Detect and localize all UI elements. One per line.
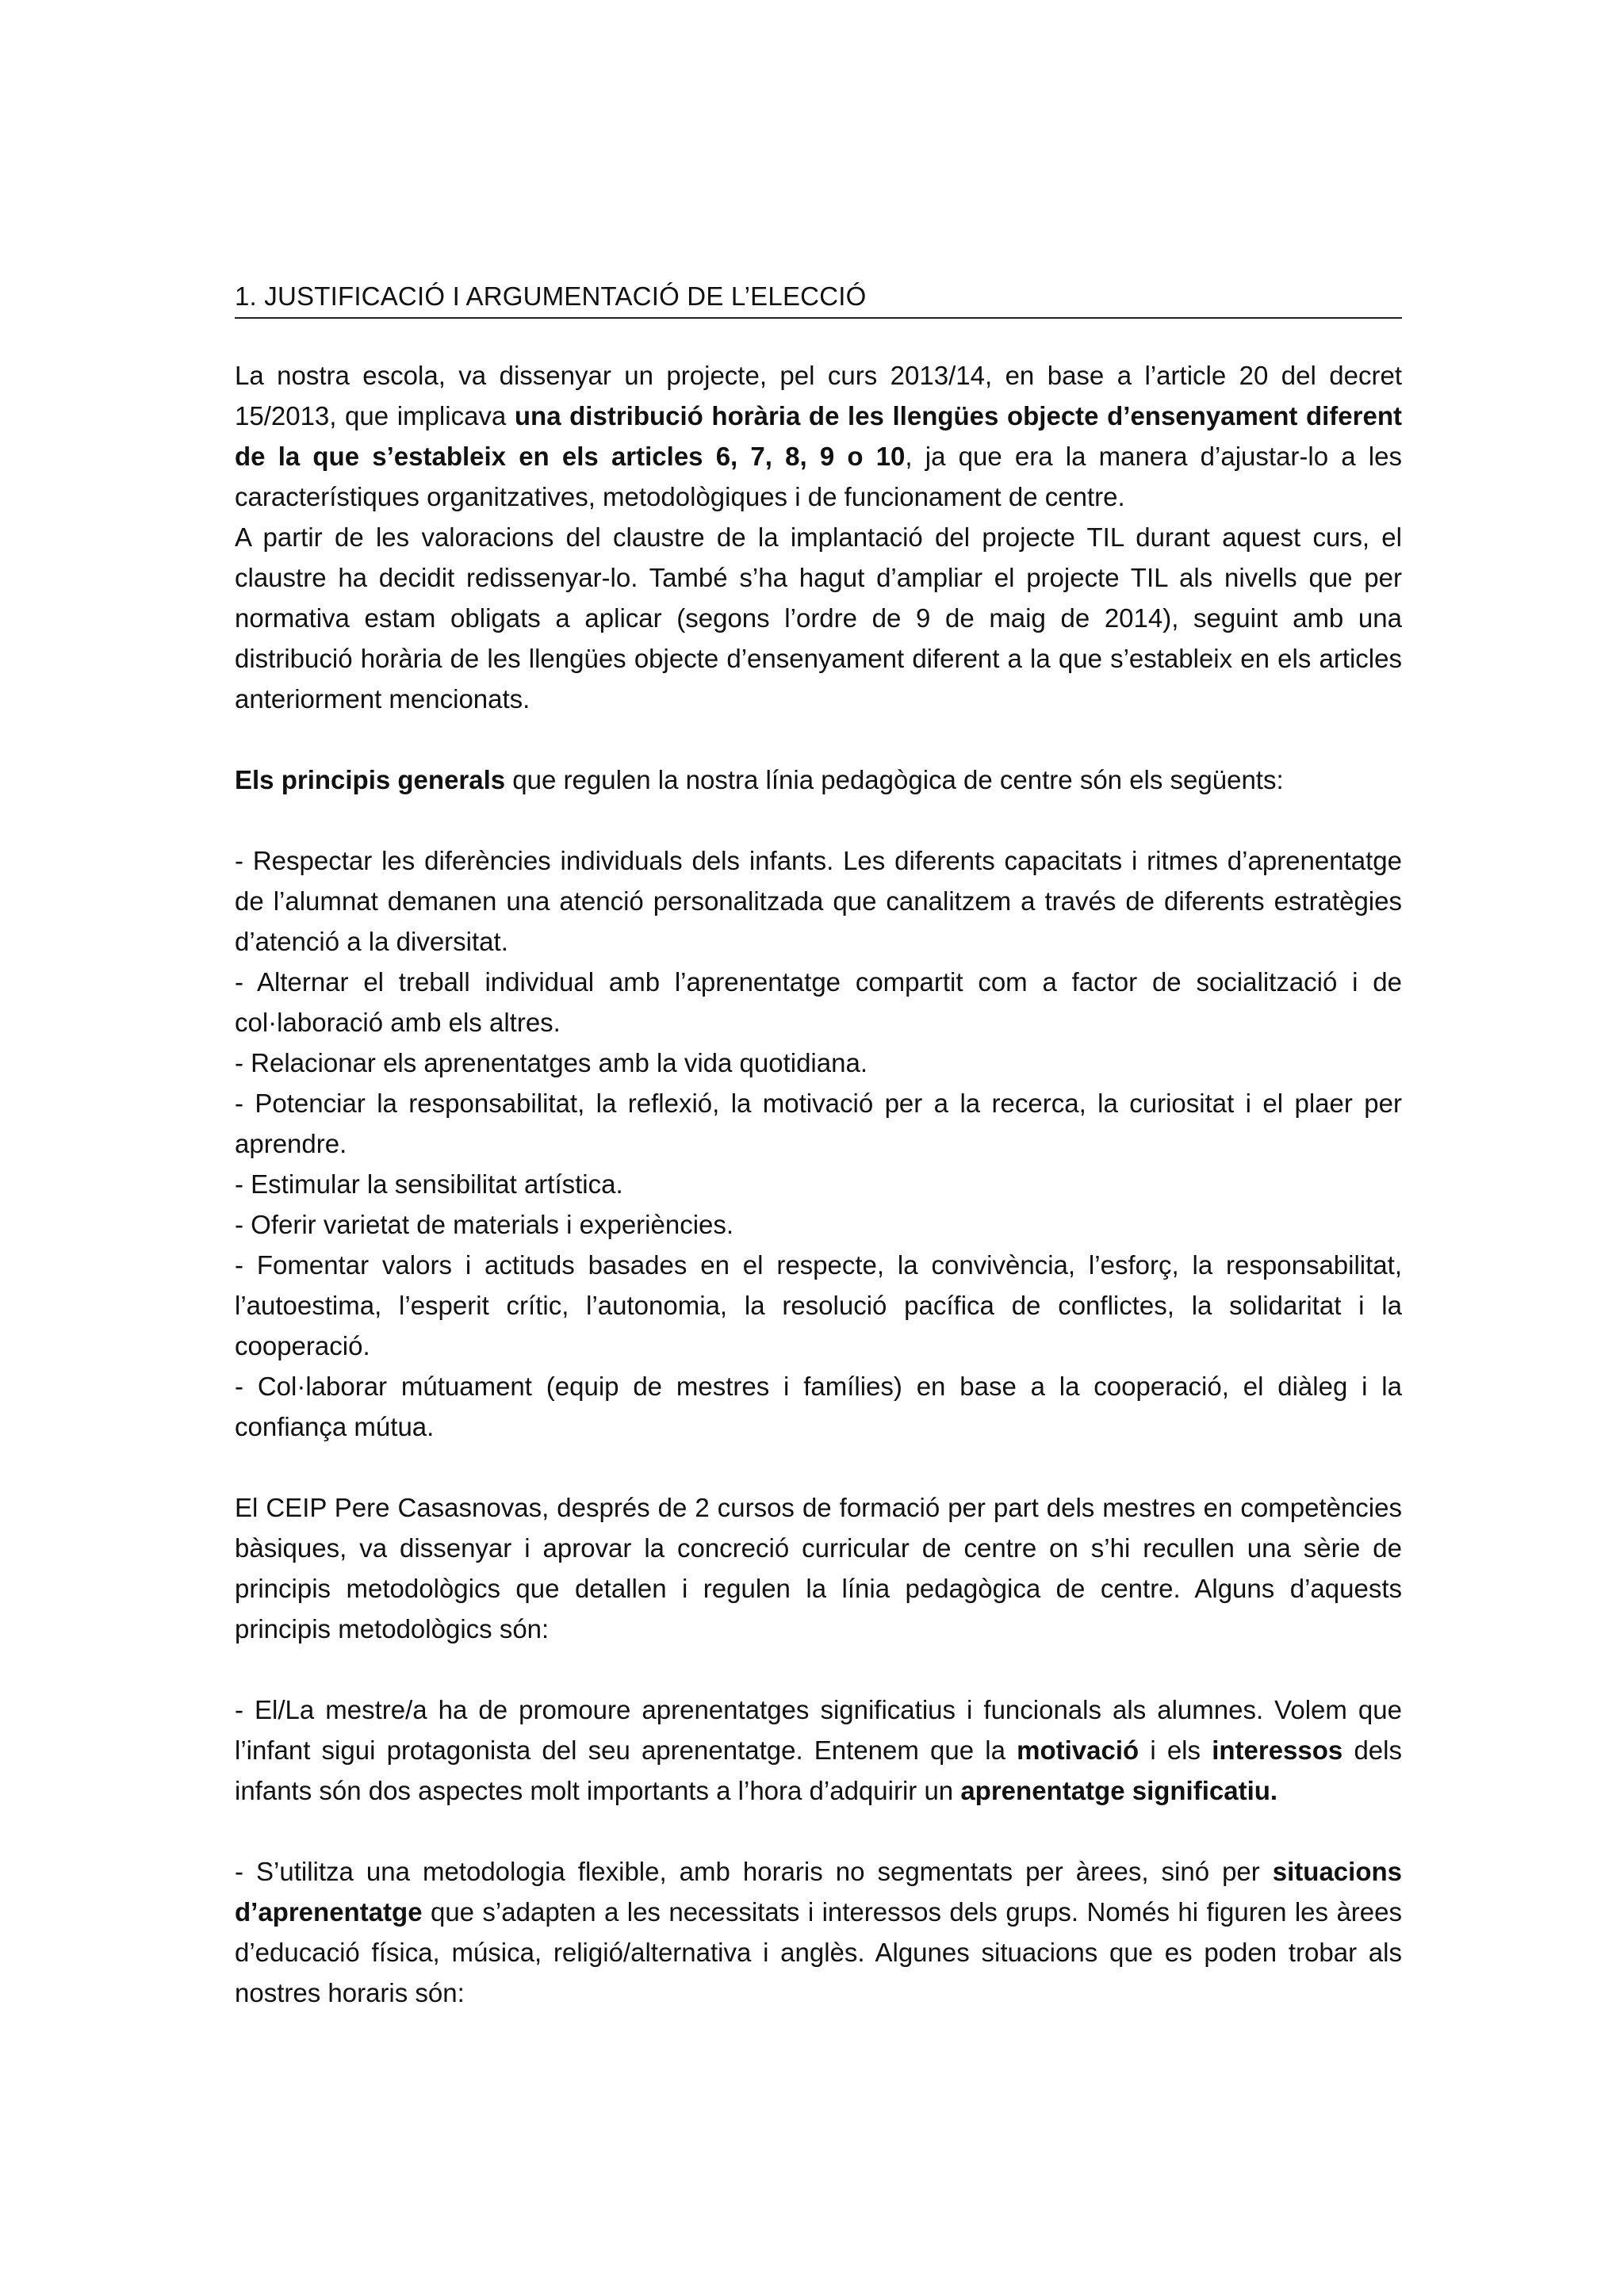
text-run: que s’adapten a les necessitats i interessos dels grups. Només hi figuren les àrees d’educació física, música, religió/alternativa i anglès. Algunes situacions que es poden trobar als nostres horaris són: [235,1897,1402,2007]
spacer [235,1447,1402,1487]
bold-run: Els principis generals [235,765,506,794]
list-item: - Alternar el treball individual amb l’aprenentatge compartit com a factor de socialització i de col·laboració amb els altres. [235,967,1402,1037]
spacer [235,1811,1402,1851]
text-run: i els [1139,1735,1212,1765]
principles-list [235,840,1402,1447]
bold-run: situacions d’aprenentatge [235,1857,1402,1927]
list-item: - Relacionar els aprenentatges amb la vida quotidiana. [235,1048,868,1077]
text-run: - S’utilitza una metodologia flexible, amb horaris no segmentats per àrees, sinó per [235,1857,1273,1886]
list-item: - Respectar les diferències individuals dels infants. Les diferents capacitats i ritmes d’aprenentatge de l’alumnat demanen una atenció personalitzada que canalitzem a través de diferents estratègies d’atenció a la diversitat. [235,846,1402,956]
spacer [235,800,1402,840]
bold-run: motivació [1017,1735,1139,1765]
paragraph-principles-intro [235,760,1402,800]
bold-run: una distribució horària de les llengües objecte d’ensenyament diferent de la que s’estableix en els articles 6, 7, 8, 9 o 10 [235,401,1402,471]
list-item: - Fomentar valors i actituds basades en el respecte, la convivència, l’esforç, la responsabilitat, l’autoestima, l’esperit crític, l’autonomia, la resolució pacífica de conflictes, la solidaritat i la cooperació. [235,1250,1402,1360]
bold-run: aprenentatge significatiu. [960,1776,1278,1805]
paragraph-til-redesign: A partir de les valoracions del claustre de la implantació del projecte TIL durant aquest curs, el claustre ha decidit redissenyar-lo. També s’ha hagut d’ampliar el projecte TIL als nivells que per normativa estam obligats a aplicar (segons l’ordre de 9 de maig de 2014), seguint amb una distribució horària de les llengües objecte d’ensenyament diferent a la que s’estableix en els articles anteriorment mencionats. [235,522,1402,714]
text-run: La nostra escola, va dissenyar un projecte, pel curs 2013/14, en base a l’article 20 del decret 15/2013, que implicava [235,361,1402,430]
text-run: que regulen la nostra línia pedagògica de centre són els següents: [505,765,1284,794]
spacer [235,719,1402,760]
section-heading: 1. JUSTIFICACIÓ I ARGUMENTACIÓ DE L’ELECCIÓ [235,279,1402,319]
text-run: - El/La mestre/a ha de promoure aprenentatges significatius i funcionals als alumnes. Volem que l’infant sigui protagonista del seu aprenentatge. Entenem que la [235,1695,1402,1765]
paragraph-meaningful-learning [235,1689,1402,1811]
list-item: - Potenciar la responsabilitat, la reflexió, la motivació per a la recerca, la curiositat i el plaer per aprendre. [235,1089,1402,1158]
paragraph-flexible-methodology [235,1851,1402,2013]
paragraph-school-training: El CEIP Pere Casasnovas, després de 2 cursos de formació per part dels mestres en competències bàsiques, va dissenyar i aprovar la concreció curricular de centre on s’hi recullen una sèrie de principis metodològics que detallen i regulen la línia pedagògica de centre. Alguns d’aquests principis metodològics són: [235,1493,1402,1644]
paragraph-project-intro [235,355,1402,517]
text-run: , ja que era la manera d’ajustar-lo a les característiques organitzatives, metodològiques i de funcionament de centre. [235,442,1402,511]
text-run: dels infants són dos aspectes molt importants a l’hora d’adquirir un [235,1735,1402,1805]
document-page [235,279,1402,2013]
list-item: - Col·laborar mútuament (equip de mestres i famílies) en base a la cooperació, el diàleg i la confiança mútua. [235,1372,1402,1441]
list-item: - Oferir varietat de materials i experiències. [235,1210,734,1239]
list-item: - Estimular la sensibilitat artística. [235,1169,623,1199]
bold-run: interessos [1212,1735,1343,1765]
spacer [235,1649,1402,1689]
